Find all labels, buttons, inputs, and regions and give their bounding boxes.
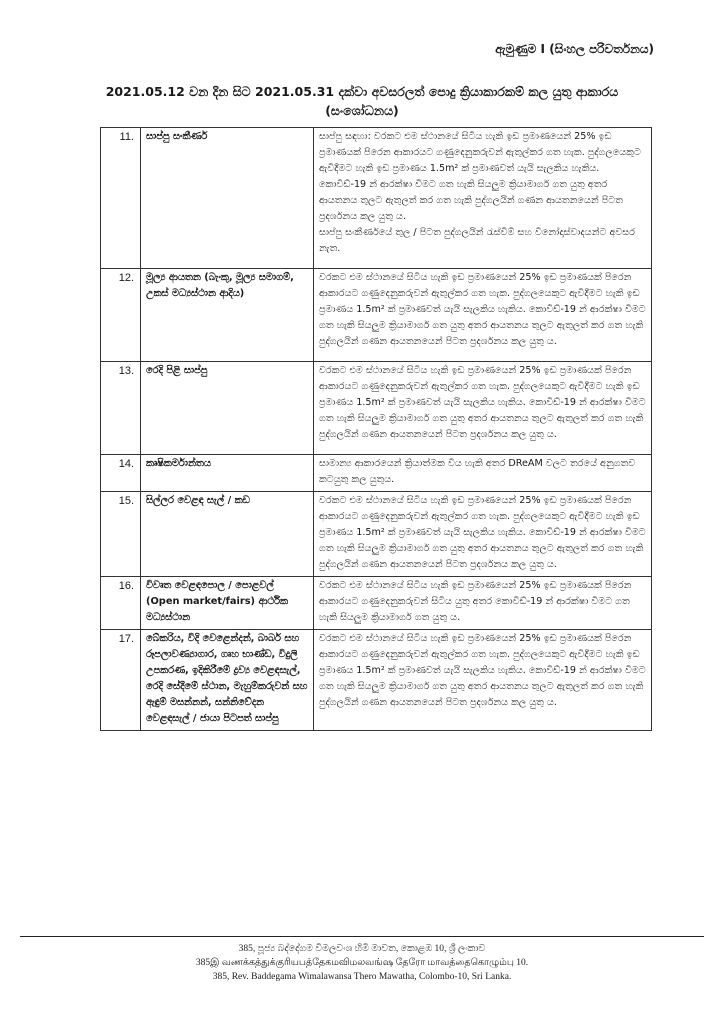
- title-line-2: (සංශෝධනය): [325, 103, 399, 118]
- guideline-text: වරකට එම ස්ථානයේ සිටිය හැකි ඉඩ ප්‍රමාණයෙන් 25% ඉඩ ප්‍රමාණයක් පිරෙන ආකාරයට ගණුදෙනුකරුවන් ඇතුල්කර ගත හැක. පුද්ගලයෙකුට ඇවිදීමට හැකි ඉඩ ප්‍රමාණය 1.5m² ක් ප්‍රමාණවත් යැයි සැලකිය හැකිය. කොවිඩ්-19 න් ආරක්ෂා වීමට ගත හැකි සියලුම ක්‍රියාමාර්ග ගත යුතු අතර ආයතනය තුලට ඇතුලත් කර ගත හැකි පුද්ගලයින් ගණන ආයතනයෙන් පිටත ප්‍රදර්ශනය කල යුතු ය.: [319, 272, 646, 347]
- annex-label: ඇමුණුම I (සිංහල පරිවර්තනය): [495, 42, 654, 56]
- row-number: 16.: [101, 577, 141, 630]
- footer-address: [0, 942, 724, 984]
- row-guideline: [314, 630, 652, 731]
- table-row: [101, 269, 652, 362]
- row-number: 12.: [101, 269, 141, 362]
- footer-address-tamil: 385இ வணக்கத்துக்குரியபத்தேகமவிமலவங்ஷ தேரோ மாவத்தைகொழும்பு 10.: [195, 958, 529, 968]
- row-guideline: [314, 577, 652, 630]
- row-activity: රෙදි පිළි සාප්පු: [141, 362, 314, 455]
- table-row: [101, 455, 652, 492]
- row-number: 15.: [101, 492, 141, 577]
- guideline-text: වරකට එම ස්ථානයේ සිටිය හැකි ඉඩ ප්‍රමාණයෙන් 25% ඉඩ ප්‍රමාණයක් පිරෙන ආකාරයට ගණුදෙනුකරුවන් ඇතුල්කර ගත හැක. පුද්ගලයෙකුට ඇවිදීමට හැකි ඉඩ ප්‍රමාණය 1.5m² ක් ප්‍රමාණවත් යැයි සැලකිය හැකිය. කොවිඩ්-19 න් ආරක්ෂා වීමට ගත හැකි සියලුම ක්‍රියාමාර්ග ගත යුතු අතර ආයතනය තුලට ඇතුලත් කර ගත හැකි පුද්ගලයින් ගණන ආයතනයෙන් පිටත ප්‍රදර්ශනය කල යුතු ය.: [319, 495, 646, 570]
- row-number: 13.: [101, 362, 141, 455]
- guideline-text: වරකට එම ස්ථානයේ සිටිය හැකි ඉඩ ප්‍රමාණයෙන් 25% ඉඩ ප්‍රමාණයක් පිරෙන ආකාරයට ගණුදෙනුකරුවන් ඇතුල්කර ගත හැක. පුද්ගලයෙකුට ඇවිදීමට හැකි ඉඩ ප්‍රමාණය 1.5m² ක් ප්‍රමාණවත් යැයි සැලකිය හැකිය. කොවිඩ්-19 න් ආරක්ෂා වීමට ගත හැකි සියලුම ක්‍රියාමාර්ග ගත යුතු අතර ආයතනය තුලට ඇතුලත් කර ගත හැකි පුද්ගලයින් ගණන ආයතනයෙන් පිටත ප්‍රදර්ශනය කල යුතු ය.: [319, 365, 646, 440]
- activities-table: [100, 127, 652, 731]
- footer-address-english: 385, Rev. Baddegama Wimalawansa Thero Mawatha, Colombo-10, Sri Lanka.: [212, 972, 512, 982]
- guideline-text: වරකට එම ස්ථානයේ සිටිය හැකි ඉඩ ප්‍රමාණයෙන් 25% ඉඩ ප්‍රමාණයක් පිරෙන ආකාරයට ගණුදෙනුකරුවන් ඇතුල්කර ගත හැක. පුද්ගලයෙකුට ඇවිදීමට හැකි ඉඩ ප්‍රමාණය 1.5m² ක් ප්‍රමාණවත් යැයි සැලකිය හැකිය. කොවිඩ්-19 න් ආරක්ෂා වීමට ගත හැකි සියලුම ක්‍රියාමාර්ග ගත යුතු අතර ආයතනය තුලට ඇතුලත් කර ගත හැකි පුද්ගලයින් ගණන ආයතනයෙන් පිටත ප්‍රදර්ශනය කල යුතු ය.: [319, 633, 646, 708]
- row-activity: සිල්ලර වෙළඳ සැල් / කඩ: [141, 492, 314, 577]
- title-line-1: 2021.05.12 වන දින සිට 2021.05.31 දක්වා අවසරලත් පොදු ක්‍රියාකාරකම් කල යුතු ආකාරය: [105, 84, 619, 99]
- row-guideline: [314, 269, 652, 362]
- table-row: [101, 577, 652, 630]
- row-guideline: [314, 362, 652, 455]
- row-activity: විවෘත වෙළඳපොල / පොළවල් (Open market/fairs) ආර්ථික මධ්‍යස්ථාන: [141, 577, 314, 630]
- row-activity: කෘෂිකර්මාන්තය: [141, 455, 314, 492]
- table-row: [101, 492, 652, 577]
- footer-divider: [20, 936, 704, 937]
- row-activity: මූල්‍ය ආයතන (බැංකු, මූල්‍ය සමාගම්, උකස් මධ්‍යස්ථාන ආදිය): [141, 269, 314, 362]
- row-guideline: [314, 492, 652, 577]
- guideline-text: වරකට එම ස්ථානයේ සිටිය හැකි ඉඩ ප්‍රමාණයෙන් 25% ඉඩ ප්‍රමාණයක් පිරෙන ආකාරයට ගණුදෙනුකරුවන් සිටිය යුතු අතර කොවිඩ්-19 න් ආරක්ෂා වීමට ගත හැකි සියලුම ක්‍රියාමාර්ග ගත යුතු ය.: [319, 580, 632, 623]
- table-row: [101, 128, 652, 269]
- document-title: [60, 82, 664, 120]
- table-row: [101, 630, 652, 731]
- row-activity: බේකරිය, විදි වෙළෙන්දන්, බාබර් සහ රූපලාවණ්‍යාගාර, ගෘහ භාණ්ඩ, විදුලි උපකරණ, ඉදිකිරීමේ ද්‍රව්‍ය වෙළඳසැල්, රෙදි සේදීමේ ස්ථාන, මැහුම්කරුවන් සහ ඇඳුම් මසන්නන්, සන්නිවේදන වෙළඳසැල් / ජායා පිටපත් සාප්පු: [141, 630, 314, 731]
- row-number: 14.: [101, 455, 141, 492]
- row-guideline: [314, 455, 652, 492]
- guideline-text-extra: සාප්පු සංකීර්ණයේ තුල / පිටත පුද්ගලයින් රැස්වීම් සහ විනෝදාස්වාදයන්ට අවසර නැත.: [319, 227, 635, 254]
- table-row: [101, 362, 652, 455]
- row-guideline: [314, 128, 652, 269]
- guideline-text: සාප්පු සඳහා: වරකට එම ස්ථානයේ සිටිය හැකි ඉඩ ප්‍රමාණයෙන් 25% ඉඩ ප්‍රමාණයක් පිරෙන ආකාරයට ගණුදෙනුකරුවන් ඇතුල්කර ගත හැක. පුද්ගලයෙකුට ඇවිදීමට හැකි ඉඩ ප්‍රමාණය 1.5m² ක් ප්‍රමාණවත් යැයි සැලකිය හැකිය. කොවිඩ්-19 න් ආරක්ෂා වීමට ගත හැකි සියලුම ක්‍රියාමාර්ග ගත යුතු අතර ආයතනය තුලට ඇතුලත් කර ගත හැකි පුද්ගලයින් ගණන ආයතනයෙන් පිටත ප්‍රදර්ශනය කල යුතු ය.: [319, 131, 641, 222]
- guideline-text: සාමාන්‍ය ආකාරයෙන් ක්‍රියාත්මක විය හැකි අතර DReAM වලට තරයේ අනුගතව කටයුතු කල යුතුය.: [319, 458, 636, 485]
- row-number: 17.: [101, 630, 141, 731]
- footer-address-sinhala: 385, පූජ්‍ය බද්දේගම විමලවංශ හිමි මාවත, කොළඹ 10, ශ්‍රී ලංකාව: [238, 944, 486, 954]
- row-activity: සාප්පු සංකීර්ණ: [141, 128, 314, 269]
- row-number: 11.: [101, 128, 141, 269]
